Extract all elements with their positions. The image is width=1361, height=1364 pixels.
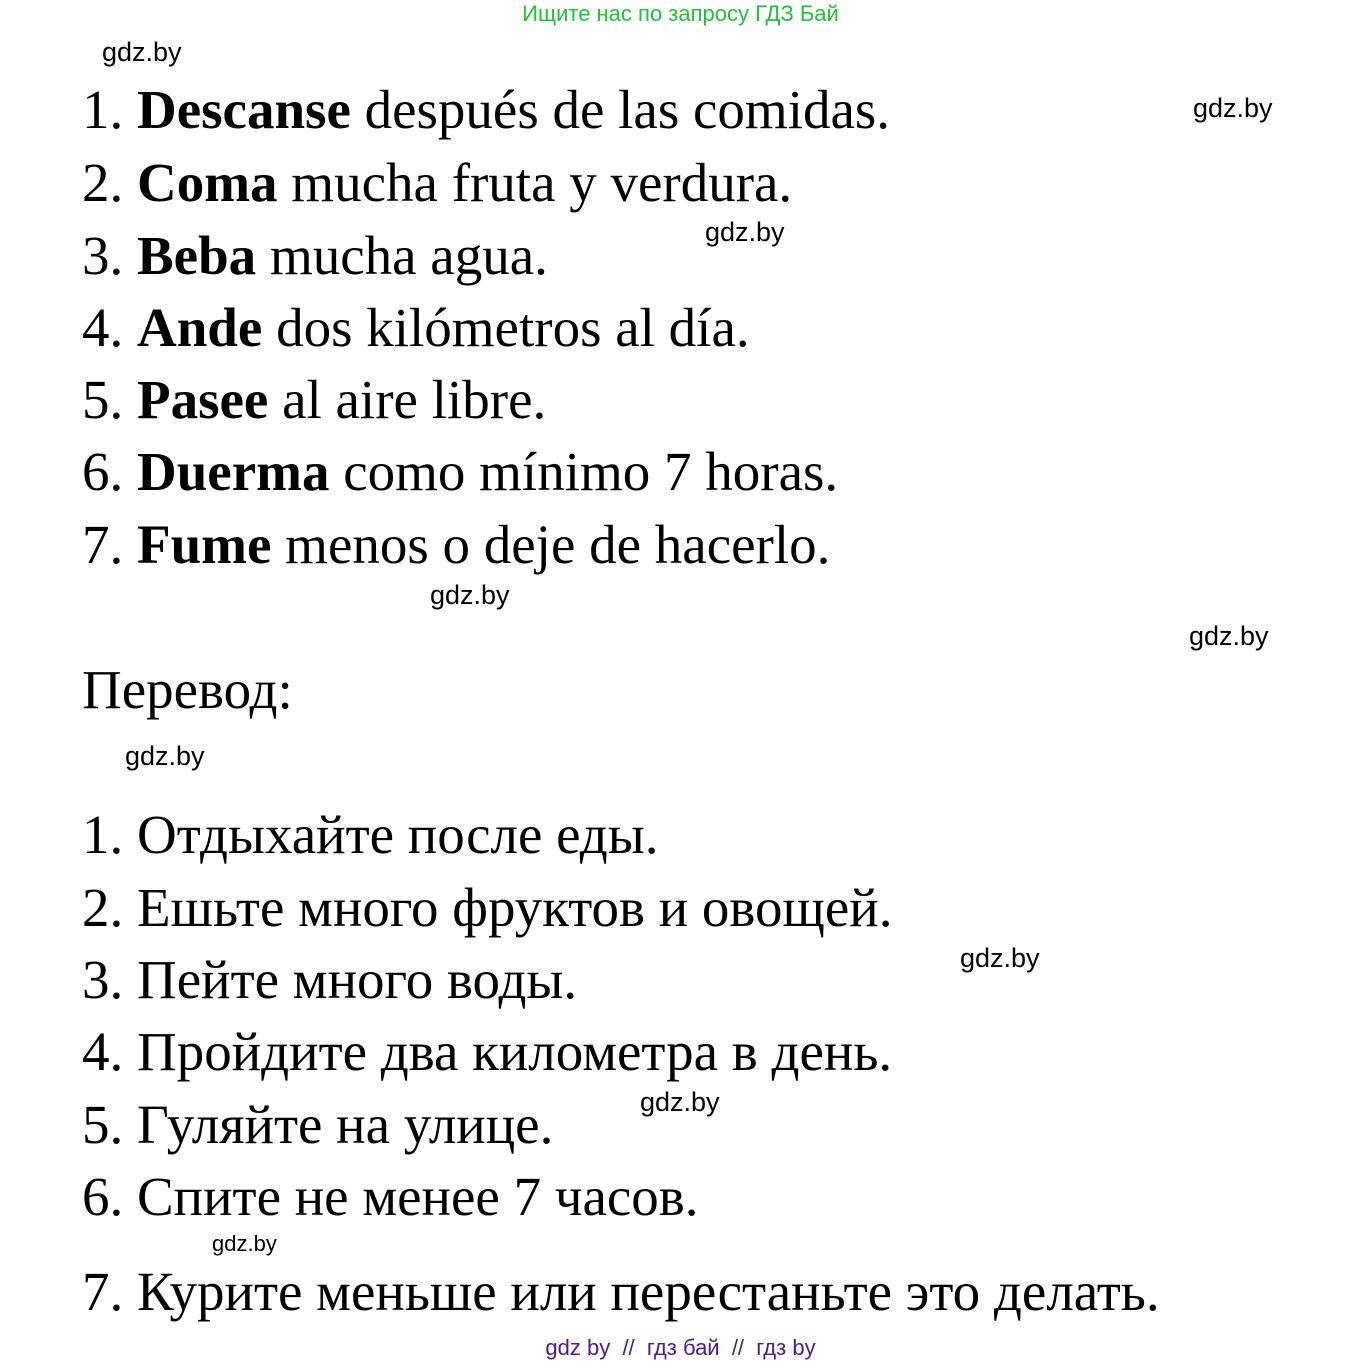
russian-line-2: 2. Ешьте много фруктов и овощей. (82, 877, 893, 938)
russian-line-5: 5. Гуляйте на улице. (82, 1094, 554, 1155)
watermark: gdz.by (640, 1087, 720, 1117)
search-banner: Ищите нас по запросу ГДЗ Бай (522, 1, 839, 26)
spanish-line-1: 1. Descanse después de las comidas. (82, 79, 891, 140)
watermark: gdz.by (102, 37, 182, 67)
translation-heading: Перевод: (82, 659, 293, 720)
footer-links: gdz by // гдз бай // гдз by (545, 1335, 816, 1360)
watermark: gdz.by (1189, 621, 1269, 651)
spanish-line-5: 5. Pasee al aire libre. (82, 369, 547, 430)
spanish-line-7: 7. Fume menos o deje de hacerlo. (82, 514, 831, 575)
russian-line-1: 1. Отдыхайте после еды. (82, 804, 659, 865)
spanish-line-6: 6. Duerma como mínimo 7 horas. (82, 441, 839, 502)
spanish-line-2: 2. Coma mucha fruta y verdura. (82, 152, 793, 213)
watermark: gdz.by (212, 1231, 277, 1256)
russian-line-4: 4. Пройдите два километра в день. (82, 1021, 893, 1082)
russian-line-7: 7. Курите меньше или перестаньте это делать. (82, 1261, 1160, 1322)
spanish-line-3: 3. Beba mucha agua. (82, 225, 548, 286)
watermark: gdz.by (705, 217, 785, 247)
watermark: gdz.by (1193, 93, 1273, 123)
watermark: gdz.by (960, 943, 1040, 973)
watermark: gdz.by (430, 580, 510, 610)
watermark: gdz.by (125, 741, 205, 771)
spanish-line-4: 4. Ande dos kilómetros al día. (82, 297, 750, 358)
russian-line-6: 6. Спите не менее 7 часов. (82, 1166, 699, 1227)
russian-line-3: 3. Пейте много воды. (82, 949, 578, 1010)
